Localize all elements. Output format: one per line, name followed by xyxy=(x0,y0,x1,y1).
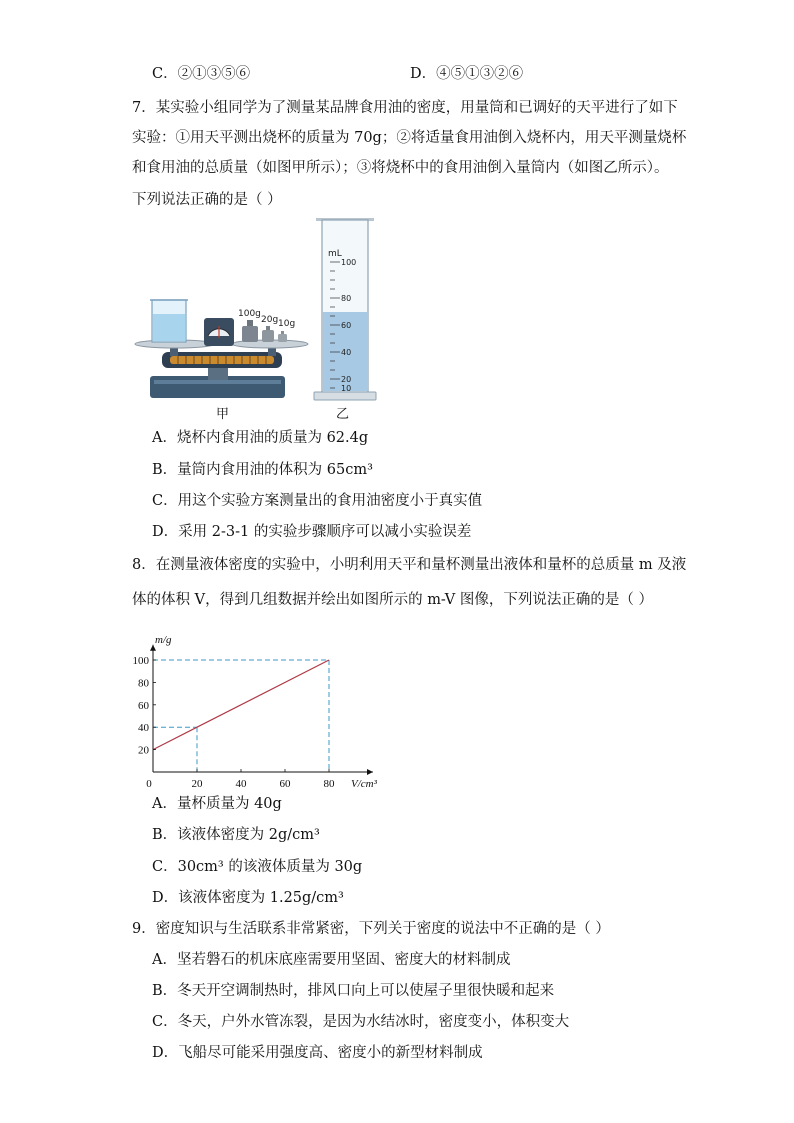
q9-option-d: D．飞船尽可能采用强度高、密度小的新型材料制成 xyxy=(152,1045,483,1061)
q7-stem-line-3: 和食用油的总质量（如图甲所示）；③将烧杯中的食用油倒入量筒内（如图乙所示）。 xyxy=(132,160,669,176)
option-c: C．②①③⑤⑥ xyxy=(152,66,251,82)
x-axis-label: V/cm³ xyxy=(351,778,377,790)
x-tick-label: 40 xyxy=(235,778,247,790)
weight-label-100g: 100g xyxy=(238,309,261,319)
q9-option-b: B．冬天开空调制热时，排风口向上可以使屋子里很快暖和起来 xyxy=(152,983,555,999)
x-tick-label: 80 xyxy=(323,778,335,790)
q7-option-b: B．量筒内食用油的体积为 65cm³ xyxy=(152,462,373,478)
cylinder-tick-60: 60 xyxy=(341,321,352,330)
chart-series xyxy=(153,660,329,750)
q9-option-a: A．坚若磐石的机床底座需要用坚固、密度大的材料制成 xyxy=(152,952,511,968)
q7-option-d: D．采用 2-3-1 的实验步骤顺序可以减小实验误差 xyxy=(152,524,472,540)
x-axis-arrow xyxy=(367,769,373,775)
x-tick-label: 0 xyxy=(146,778,152,790)
q8-option-c: C．30cm³ 的该液体质量为 30g xyxy=(152,859,363,875)
q7-stem-line-4: 下列说法正确的是（ ） xyxy=(132,192,282,208)
q9-stem: 9．密度知识与生活联系非常紧密，下列关于密度的说法中不正确的是（ ） xyxy=(132,921,610,937)
weight-label-20g: 20g xyxy=(261,315,279,325)
x-tick-label: 60 xyxy=(279,778,291,790)
q7-option-c: C．用这个实验方案测量出的食用油密度小于真实值 xyxy=(152,493,483,509)
cylinder-tick-10: 10 xyxy=(341,384,352,393)
q7-stem-line-2: 实验：①用天平测出烧杯的质量为 70g；②将适量食用油倒入烧杯内，用天平测量烧杯 xyxy=(132,130,687,146)
q8-stem-line-2: 体的体积 V，得到几组数据并绘出如图所示的 m-V 图像，下列说法正确的是（ ） xyxy=(132,592,653,608)
y-tick-label: 60 xyxy=(138,699,149,712)
y-axis-label: m/g xyxy=(155,633,172,646)
figure-label-yi: 乙 xyxy=(336,407,350,422)
q7-option-a: A．烧杯内食用油的质量为 62.4g xyxy=(152,430,369,446)
chart-ticks xyxy=(133,655,336,790)
option-d: D．④⑤①③②⑥ xyxy=(410,66,524,82)
y-tick-label: 20 xyxy=(138,744,149,757)
cylinder-tick-40: 40 xyxy=(341,348,352,357)
x-tick-label: 20 xyxy=(191,778,203,790)
q8-option-b: B．该液体密度为 2g/cm³ xyxy=(152,827,320,843)
balance-illustration xyxy=(135,300,308,398)
cylinder-unit: mL xyxy=(328,249,342,259)
series-line xyxy=(153,660,329,750)
q8-option-a: A．量杯质量为 40g xyxy=(152,796,282,812)
figure-label-jia: 甲 xyxy=(216,407,230,422)
graduated-cylinder xyxy=(314,218,376,400)
chart-guides xyxy=(153,660,329,772)
q9-option-c: C．冬天，户外水管冻裂，是因为水结冰时，密度变小，体积变大 xyxy=(152,1014,570,1030)
y-tick-label: 80 xyxy=(138,677,149,690)
cylinder-tick-20: 20 xyxy=(341,375,352,384)
chart-axes xyxy=(150,645,373,775)
y-tick-label: 100 xyxy=(132,655,149,667)
q7-stem-line-1: 7．某实验小组同学为了测量某品牌食用油的密度，用量筒和已调好的天平进行了如下 xyxy=(132,100,678,116)
weight-label-10g: 10g xyxy=(278,319,296,329)
q8-stem-line-1: 8．在测量液体密度的实验中，小明利用天平和量杯测量出液体和量杯的总质量 m 及液 xyxy=(132,557,687,573)
y-tick-label: 40 xyxy=(138,722,149,735)
mv-chart xyxy=(130,620,420,800)
q7-figure xyxy=(130,214,390,424)
cylinder-tick-80: 80 xyxy=(341,294,352,303)
q8-option-d: D．该液体密度为 1.25g/cm³ xyxy=(152,890,344,906)
cylinder-tick-100: 100 xyxy=(341,258,357,267)
